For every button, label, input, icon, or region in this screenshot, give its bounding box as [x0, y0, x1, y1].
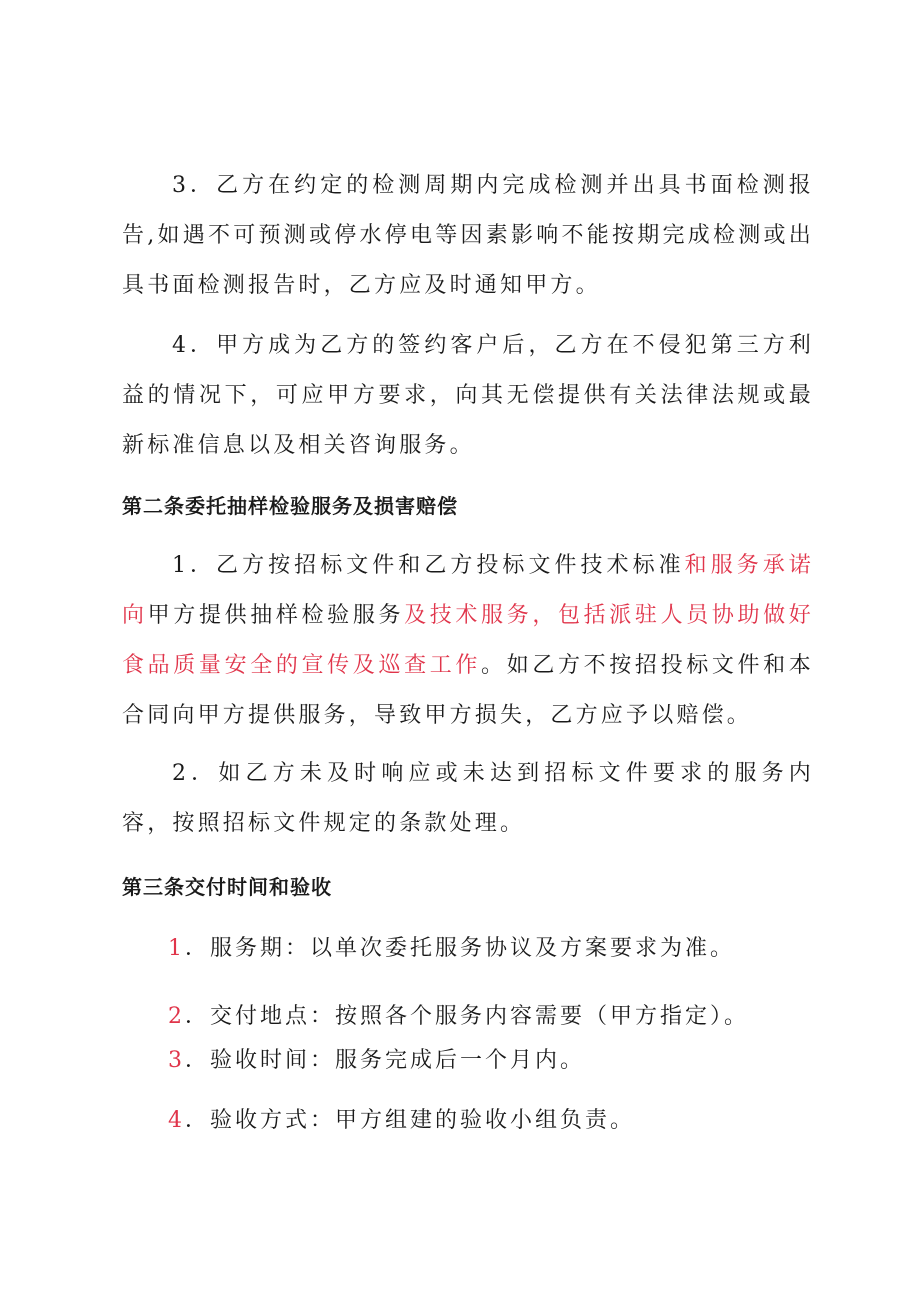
list-item	[168, 1046, 585, 1076]
item-number: 1	[168, 936, 185, 961]
highlighted-text: 及技术服务，包括派驻人员协助做好食品质量安全的宣传及巡查工作	[122, 603, 815, 678]
article-2-paragraph-2: 2．如乙方未及时响应或未达到招标文件要求的服务内容，按照招标文件规定的条款处理。	[122, 761, 814, 836]
item-number: 4	[168, 1108, 185, 1133]
text-segment: 。如乙方不按招投标文件和本合同向甲方提供服务，导致甲方损失，乙方应予以赔偿。	[122, 653, 814, 728]
highlighted-text: 和服务承诺向	[122, 553, 814, 628]
list-item	[168, 1106, 635, 1136]
text-segment: 甲方提供抽样检验服务	[147, 603, 405, 628]
section-heading-article-2: 第二条委托抽样检验服务及损害赔偿	[122, 494, 458, 518]
section-heading-article-3: 第三条交付时间和验收	[122, 875, 332, 899]
clause-paragraph-4: 4．甲方成为乙方的签约客户后，乙方在不侵犯第三方利益的情况下，可应甲方要求，向其无偿提供有关法律法规或最新标准信息以及相关咨询服务。	[122, 333, 814, 458]
article-2-paragraph-1	[122, 541, 814, 741]
item-text: ．服务期：以单次委托服务协议及方案要求为准。	[185, 936, 736, 961]
list-item	[168, 934, 735, 964]
item-text: ．验收方式：甲方组建的验收小组负责。	[185, 1108, 636, 1133]
item-number: 2	[168, 1004, 185, 1029]
text-segment: 1．乙方按招标文件和乙方投标文件技术标准	[172, 553, 685, 578]
item-text: ．验收时间：服务完成后一个月内。	[185, 1048, 586, 1073]
clause-paragraph-3: 3．乙方在约定的检测周期内完成检测并出具书面检测报告,如遇不可预测或停水停电等因素影响不能按期完成检测或出具书面检测报告时，乙方应及时通知甲方。	[122, 173, 814, 298]
list-item	[168, 1002, 749, 1032]
item-text: ．交付地点：按照各个服务内容需要（甲方指定）。	[185, 1004, 750, 1029]
item-number: 3	[168, 1048, 185, 1073]
